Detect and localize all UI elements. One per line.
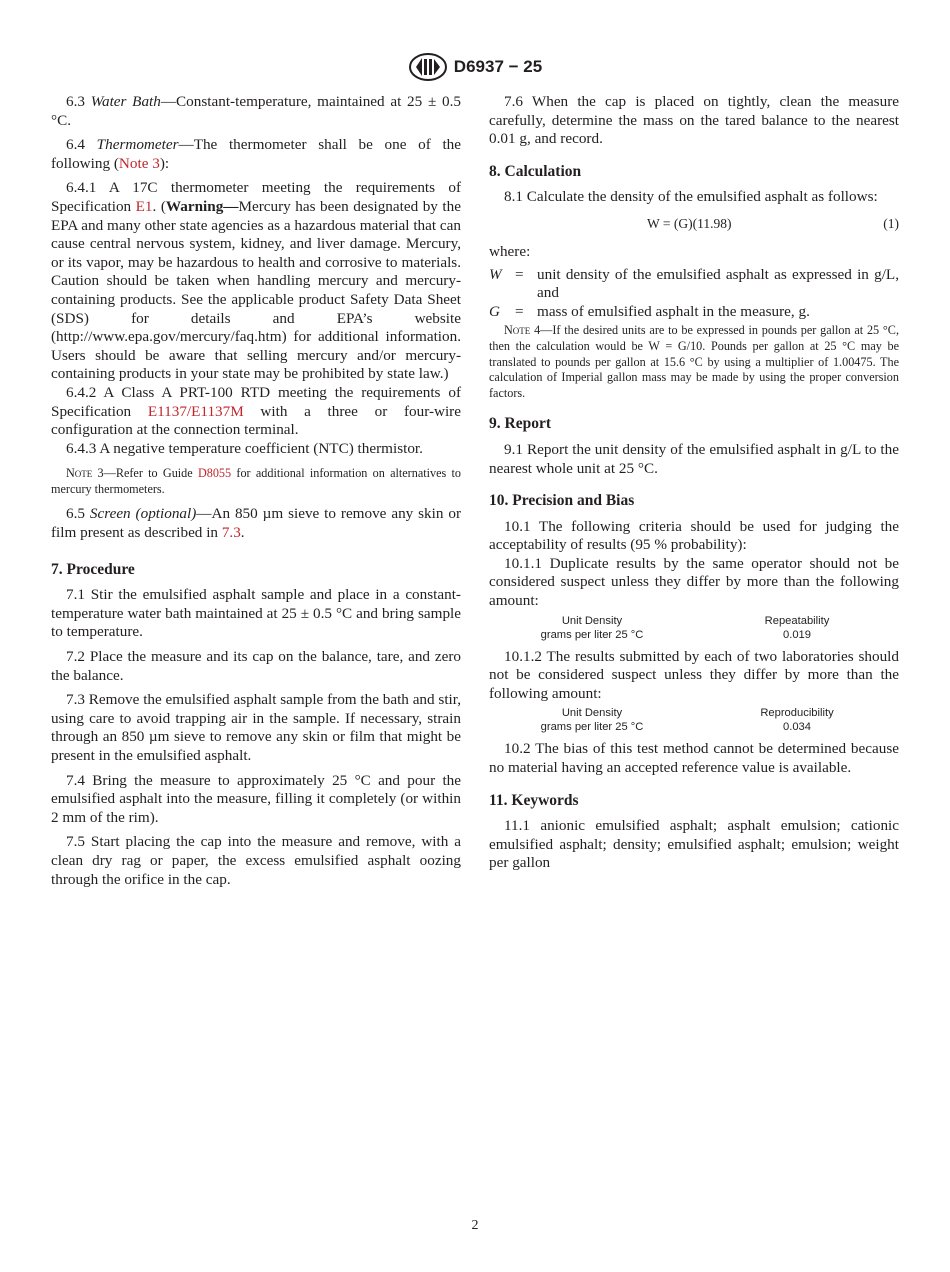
heading-procedure: 7. Procedure — [51, 560, 135, 578]
heading-precision-bias: 10. Precision and Bias — [489, 492, 635, 510]
section-9-1: 9.1 Report the unit density of the emulsified asphalt in g/L to the nearest whole unit at 25 °C. — [489, 440, 899, 477]
e1-link[interactable]: E1 — [135, 197, 153, 215]
reproducibility-table: Unit Density grams per liter 25 °C Reproducibility 0.034 — [540, 707, 834, 734]
note-3: Note 3—Refer to Guide D8055 for additional information on alternatives to mercury thermometers. — [51, 466, 461, 496]
page-header — [0, 52, 950, 82]
definition-w: W = unit density of the emulsified asphalt as expressed in g/L, and — [489, 265, 899, 302]
d8055-link[interactable]: D8055 — [197, 466, 232, 481]
section-10-1: 10.1 The following criteria should be used for judging the acceptability of results (95 % probability): — [489, 517, 899, 554]
section-6-4-1: 6.4.1 A 17C thermometer meeting the requirements of Specification E1. (Warning—Mercury has been designated by the EPA and many other state agencies as a hazardous material that can cause central nervous system, kidney, and liver damage. Mercury, or its vapor, may be hazardous to health and corrosive to materials. Caution should be taken when handling mercury and mercury-containing products. See the applicable product Safety Data Sheet (SDS) for details and EPA’s website (http://www.epa.gov/mercury/faq.htm) for additional information. Users should be aware that selling mercury and/or mercury-containing products in your state may be prohibited by state law.) — [51, 179, 461, 383]
section-7-6: 7.6 When the cap is placed on tightly, clean the measure carefully, determine the mass on the tared balance to the nearest 0.01 g, and record. — [489, 93, 899, 148]
note-4: Note 4—If the desired units are to be expressed in pounds per gallon at 25 °C, then the calculation would be W = G/10. Pounds per gallon at 25 °C may be translated to pounds per gallon at 15.6 °C by using a multiplier of 1.00475. The calculation of Imperial gallon mass may be made by using the proper conversion factors. — [489, 323, 899, 400]
section-6-4: 6.4 Thermometer—The thermometer shall be one of the following (Note 3): — [51, 136, 462, 172]
section-11-1: 11.1 anionic emulsified asphalt; asphalt emulsion; cationic emulsified asphalt; density; emulsified asphalt; emulsion; weight per gallon — [489, 817, 899, 872]
section-10-1-1: 10.1.1 Duplicate results by the same operator should not be considered suspect unless they differ by more than the following amount: — [489, 554, 899, 610]
e1137-link[interactable]: E1137/E1137M — [147, 402, 244, 420]
section-6-5: 6.5 Screen (optional)—An 850 µm sieve to remove any skin or film present as described in 7.3. — [51, 505, 462, 542]
page-number: 2 — [471, 1218, 479, 1233]
repeatability-table: Unit Density grams per liter 25 °C Repeatability 0.019 — [540, 614, 830, 641]
heading-keywords: 11. Keywords — [489, 791, 579, 809]
section-6-3: 6.3 Water Bath—Constant-temperature, maintained at 25 ± 0.5 °C. — [51, 93, 462, 129]
equation-1 — [489, 215, 899, 237]
section-7-5: 7.5 Start placing the cap into the measure and remove, with a clean dry rag or paper, the excess emulsified asphalt oozing through the orifice in the cap. — [51, 833, 461, 888]
equation-number: (1) — [883, 215, 899, 231]
left-column — [51, 93, 461, 895]
astm-logo-icon — [408, 52, 448, 82]
equation-formula: W = (G)(11.98) — [647, 215, 732, 231]
note-3-link[interactable]: Note 3 — [118, 154, 160, 172]
section-7-3: 7.3 Remove the emulsified asphalt sample from the bath and stir, using care to avoid trapping air in the sample. If necessary, strain through an 850 µm sieve to remove any skin or film that might be present in the emulsified asphalt. — [51, 691, 462, 764]
heading-report: 9. Report — [489, 415, 551, 433]
heading-calculation: 8. Calculation — [489, 162, 582, 180]
section-10-1-2: 10.1.2 The results submitted by each of two laboratories should not be considered suspect unless they differ by more than the following amount: — [489, 647, 899, 702]
section-7-4: 7.4 Bring the measure to approximately 25 °C and pour the emulsified asphalt into the measure, filling it completely (or within 2 mm of the rim). — [51, 771, 461, 826]
right-column — [489, 93, 899, 879]
section-7-2: 7.2 Place the measure and its cap on the balance, tare, and zero the balance. — [51, 648, 461, 684]
section-6-4-3: 6.4.3 A negative temperature coefficient (NTC) thermistor. — [66, 439, 423, 457]
section-7-1: 7.1 Stir the emulsified asphalt sample and place in a constant-temperature water bath maintained at 25 ± 0.5 °C and bring sample to temperature. — [51, 586, 461, 641]
section-8-1: 8.1 Calculate the density of the emulsified asphalt as follows: — [504, 188, 878, 206]
document-id: D6937 − 25 — [453, 57, 543, 76]
section-7-3-link[interactable]: 7.3 — [221, 524, 241, 542]
section-10-2: 10.2 The bias of this test method cannot be determined because no material having an accepted reference value is available. — [489, 740, 899, 777]
where-label: where: — [489, 242, 531, 260]
section-6-4-2: 6.4.2 A Class A PRT-100 RTD meeting the requirements of Specification E1137/E1137M with a three or four-wire configuration at the connection terminal. — [51, 383, 461, 439]
definition-g: G = mass of emulsified asphalt in the measure, g. — [489, 302, 810, 320]
